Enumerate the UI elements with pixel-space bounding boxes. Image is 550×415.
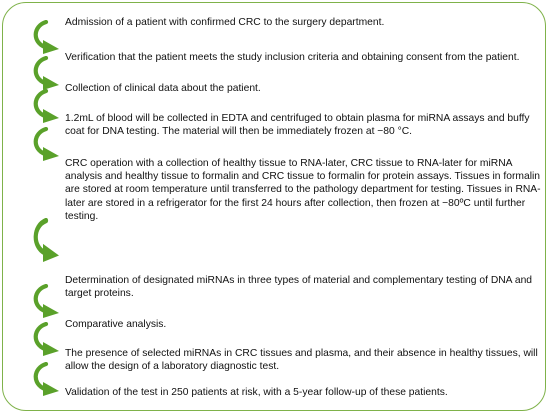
step-admission: Admission of a patient with confirmed CRC to the surgery department. (65, 17, 385, 28)
curved-down-arrow-icon (30, 284, 62, 318)
curved-down-arrow-icon (30, 127, 62, 161)
curved-down-arrow-icon (30, 362, 62, 396)
curved-down-arrow-icon (30, 322, 62, 356)
step-diagnostic-test-design: The presence of selected miRNAs in CRC tissues and plasma, and their absence in healthy tissues, will allow the design of a laboratory diagnostic test. (65, 348, 538, 373)
step-verification: Verification that the patient meets the study inclusion criteria and obtaining consent from the patient. (65, 52, 520, 63)
step-blood-collection: 1.2mL of blood will be collected in EDTA and centrifuged to obtain plasma for miRNA assays and buffy coat for DNA testing. The material will then be immediately frozen at −80 °C. (65, 113, 530, 138)
step-clinical-data: Collection of clinical data about the patient. (65, 83, 261, 94)
step-crc-operation: CRC operation with a collection of healthy tissue to RNA-later, CRC tissue to RNA-later for miRNA analysis and healthy tissue to formalin and CRC tissue to formalin for protein assays. Tissues in formalin are stored at room temperature until transferred to the pathology department for testing. Tissues in RNA-later are stored in a refrigerator for the first 24 hours after collection, then frozen at −80ºC until further testing. (65, 158, 541, 222)
step-mirna-determination: Determination of designated miRNAs in three types of material and complementary testing of DNA and target proteins. (65, 275, 533, 300)
curved-down-arrow-icon (30, 20, 62, 54)
step-comparative-analysis: Comparative analysis. (65, 319, 167, 330)
step-validation: Validation of the test in 250 patients at risk, with a 5-year follow-up of these patients. (65, 387, 448, 398)
curved-down-arrow-icon (30, 56, 62, 90)
curved-down-arrow-icon (30, 218, 62, 262)
curved-down-arrow-icon (30, 89, 62, 123)
